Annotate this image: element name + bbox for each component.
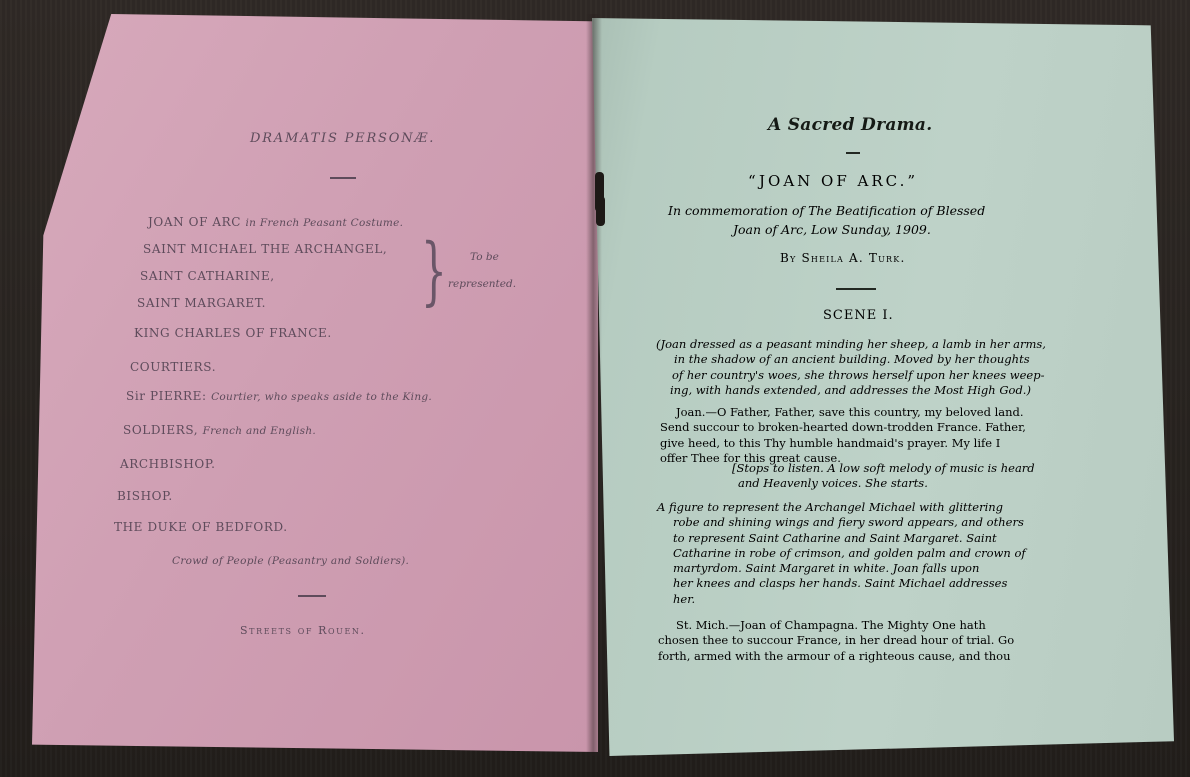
cast-line-margaret: SAINT MARGARET. xyxy=(137,296,267,310)
stage-direction-1 xyxy=(656,337,1046,398)
staple-hole-bottom xyxy=(596,196,605,226)
cast-line-pierre: Sir PIERRE: Courtier, who speaks aside to the King. xyxy=(126,389,433,403)
cast-line-catharine: SAINT CATHARINE, xyxy=(140,269,275,283)
stage-2-line: [Stops to listen. A low soft melody of music is heard xyxy=(732,461,1035,475)
cast-line-soldiers: SOLDIERS, French and English. xyxy=(123,423,317,437)
stage-3-line: her. xyxy=(673,591,696,606)
commemoration-line-2: Joan of Arc, Low Sunday, 1909. xyxy=(733,222,931,237)
joan-speech-line: offer Thee for this great cause. xyxy=(660,450,841,465)
cast-line-courtiers: COURTIERS. xyxy=(130,360,217,374)
bracket-note-2: represented. xyxy=(448,278,517,290)
booklet-spine xyxy=(586,14,602,756)
joan-speech-line: give heed, to this Thy humble handmaid's prayer. My life I xyxy=(660,435,1001,450)
saint-michael-speech xyxy=(658,618,1014,664)
commemoration-line-1: In commemoration of The Beatification of Blessed xyxy=(668,203,986,218)
cast-line-archbishop: ARCHBISHOP. xyxy=(120,457,216,471)
cast-line-michael: SAINT MICHAEL THE ARCHANGEL, xyxy=(143,242,388,256)
stage-3-line: A figure to represent the Archangel Michael with glittering xyxy=(657,500,1004,514)
bracket-brace: } xyxy=(421,228,447,314)
mich-speech-line: forth, armed with the armour of a righteous cause, and thou xyxy=(658,648,1011,663)
author-byline: By Sheila A. Turk. xyxy=(780,251,906,265)
stage-direction-3 xyxy=(657,500,1026,607)
joan-speech-line: Send succour to broken-hearted down-trodden France. Father, xyxy=(660,420,1026,435)
stage-2-line: and Heavenly voices. She starts. xyxy=(738,476,928,491)
joan-speech-line: Joan.—O Father, Father, save this country, my beloved land. xyxy=(676,405,1024,419)
stage-3-line: to represent Saint Catharine and Saint Margaret. Saint xyxy=(673,530,997,545)
cast-line-king: KING CHARLES OF FRANCE. xyxy=(134,326,332,340)
setting-rule xyxy=(298,595,326,597)
author-rule xyxy=(836,288,876,290)
play-title: “JOAN OF ARC.” xyxy=(748,172,919,190)
heading-rule xyxy=(846,152,860,154)
stage-1-line: (Joan dressed as a peasant minding her sheep, a lamb in her arms, xyxy=(656,337,1046,351)
stage-1-line: ing, with hands extended, and addresses the Most High God.) xyxy=(670,382,1031,397)
joan-speech xyxy=(660,405,1026,466)
stage-3-line: Catharine in robe of crimson, and golden palm and crown of xyxy=(673,545,1026,560)
cast-line-joan: JOAN OF ARC in French Peasant Costume. xyxy=(148,215,404,229)
stage-3-line: robe and shining wings and fiery sword appears, and others xyxy=(673,515,1024,530)
stage-1-line: of her country's woes, she throws herself upon her knees weep- xyxy=(672,367,1045,382)
bracket-note-1: To be xyxy=(470,251,499,263)
stage-3-line: martyrdom. Saint Margaret in white. Joan falls upon xyxy=(673,561,980,576)
stage-1-line: in the shadow of an ancient building. Moved by her thoughts xyxy=(674,352,1030,367)
title-rule xyxy=(330,177,356,179)
cast-line-bishop: BISHOP. xyxy=(117,489,173,503)
mich-speech-line: St. Mich.—Joan of Champagna. The Mighty One hath xyxy=(676,618,986,632)
stage-3-line: her knees and clasps her hands. Saint Michael addresses xyxy=(673,576,1008,591)
sacred-drama-heading: A Sacred Drama. xyxy=(768,115,933,135)
dramatis-personae-title: DRAMATIS PERSONÆ. xyxy=(250,131,436,146)
setting-streets-of-rouen: Streets of Rouen. xyxy=(240,624,366,637)
stage-direction-2 xyxy=(732,461,1035,492)
cast-line-bedford: THE DUKE OF BEDFORD. xyxy=(114,520,288,534)
cast-line-crowd: Crowd of People (Peasantry and Soldiers). xyxy=(172,555,410,567)
scene-heading: SCENE I. xyxy=(823,308,894,323)
left-page xyxy=(32,14,598,752)
mich-speech-line: chosen thee to succour France, in her dread hour of trial. Go xyxy=(658,633,1015,648)
